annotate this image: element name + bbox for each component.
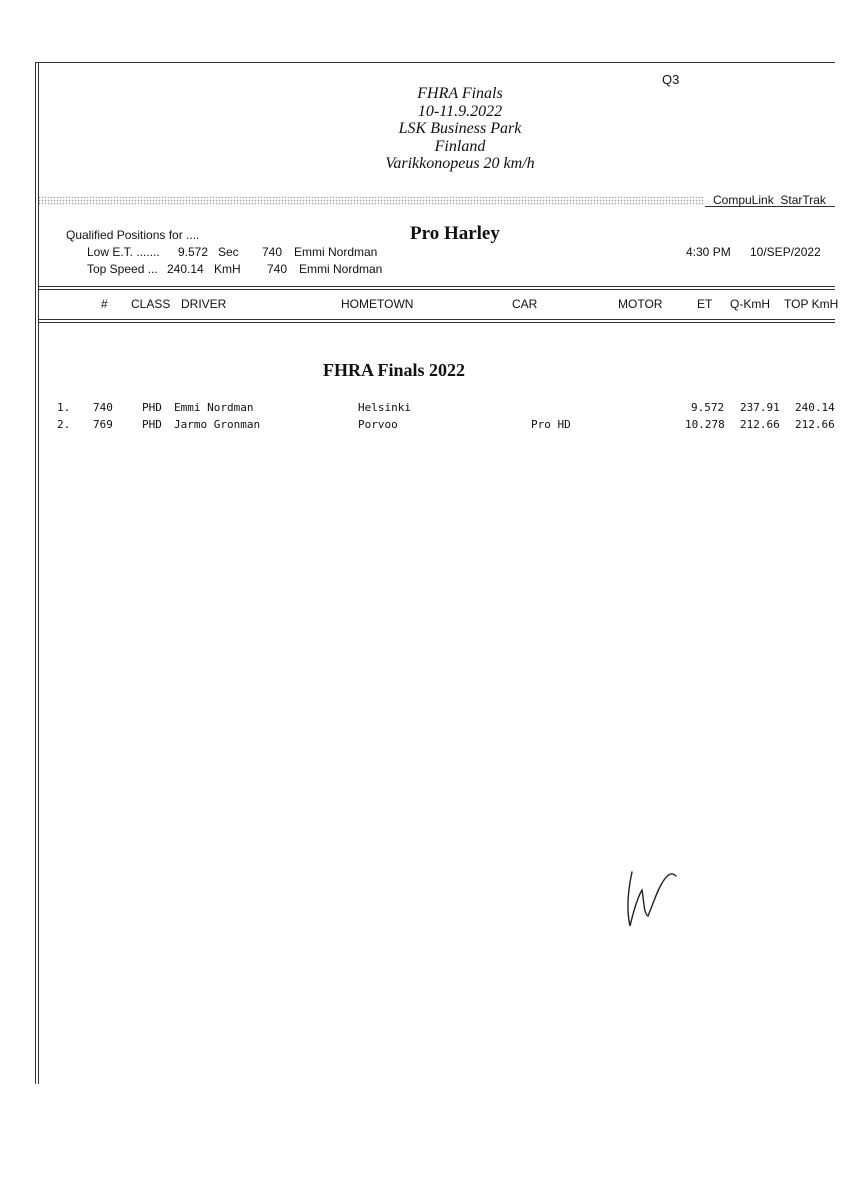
- results-title: FHRA Finals 2022: [323, 360, 466, 380]
- event-country: Finland: [434, 137, 486, 155]
- row-top-kmh: 212.66: [795, 418, 835, 431]
- row-et: 10.278: [685, 418, 725, 431]
- left-border-outer: [35, 62, 36, 1084]
- qualified-label: Qualified Positions for ....: [66, 228, 200, 242]
- row-q-kmh: 212.66: [740, 418, 780, 431]
- row-hometown: Helsinki: [358, 401, 411, 414]
- row-class: PHD: [142, 418, 162, 431]
- col-q-kmh: Q-KmH: [730, 297, 770, 311]
- top-speed-value: 240.14: [167, 262, 204, 276]
- header-rule-bottom-a: [38, 319, 835, 320]
- row-car: Pro HD: [531, 418, 571, 431]
- row-number: 740: [93, 401, 113, 414]
- header-rule-top-a: [38, 286, 835, 287]
- col-hometown: HOMETOWN: [341, 297, 414, 311]
- top-speed-label: Top Speed ...: [87, 262, 158, 276]
- event-note: Varikkonopeus 20 km/h: [385, 155, 535, 172]
- col-driver: DRIVER: [181, 297, 227, 311]
- top-speed-driver: Emmi Nordman: [299, 262, 383, 276]
- event-header: [260, 85, 660, 173]
- top-speed-car-number: 740: [267, 262, 288, 276]
- row-position: 1.: [57, 401, 71, 414]
- col-motor: MOTOR: [618, 297, 663, 311]
- page-code: Q3: [662, 72, 680, 87]
- event-name: FHRA Finals: [417, 85, 503, 102]
- row-driver: Jarmo Gronman: [174, 418, 261, 431]
- row-hometown: Porvoo: [358, 418, 398, 431]
- col-number: #: [101, 297, 108, 311]
- row-number: 769: [93, 418, 113, 431]
- col-class: CLASS: [131, 297, 171, 311]
- low-et-value: 9.572: [178, 245, 209, 259]
- header-rule-top-b: [38, 289, 835, 290]
- row-driver: Emmi Nordman: [174, 401, 254, 414]
- handwritten-signature: [620, 860, 690, 940]
- event-venue: LSK Business Park: [398, 120, 522, 137]
- header-rule-bottom-b: [38, 322, 835, 323]
- row-et: 9.572: [691, 401, 725, 414]
- col-top-kmh: TOP KmH: [784, 297, 839, 311]
- class-title: Pro Harley: [410, 223, 500, 244]
- low-et-unit: Sec: [218, 245, 239, 259]
- top-speed-unit: KmH: [214, 262, 241, 276]
- row-q-kmh: 237.91: [740, 401, 780, 414]
- low-et-driver: Emmi Nordman: [294, 245, 378, 259]
- report-time: 4:30 PM: [686, 245, 731, 259]
- left-border-inner: [38, 62, 39, 1084]
- software-brand: CompuLink StarTrak: [713, 193, 826, 207]
- col-et: ET: [697, 297, 713, 311]
- report-date: 10/SEP/2022: [750, 245, 821, 259]
- col-car: CAR: [512, 297, 538, 311]
- dotted-separator: [38, 196, 704, 205]
- low-et-label: Low E.T. .......: [87, 245, 160, 259]
- row-top-kmh: 240.14: [795, 401, 835, 414]
- low-et-car-number: 740: [262, 245, 283, 259]
- event-dates: 10-11.9.2022: [417, 102, 503, 120]
- top-border: [35, 62, 835, 63]
- row-class: PHD: [142, 401, 162, 414]
- row-position: 2.: [57, 418, 71, 431]
